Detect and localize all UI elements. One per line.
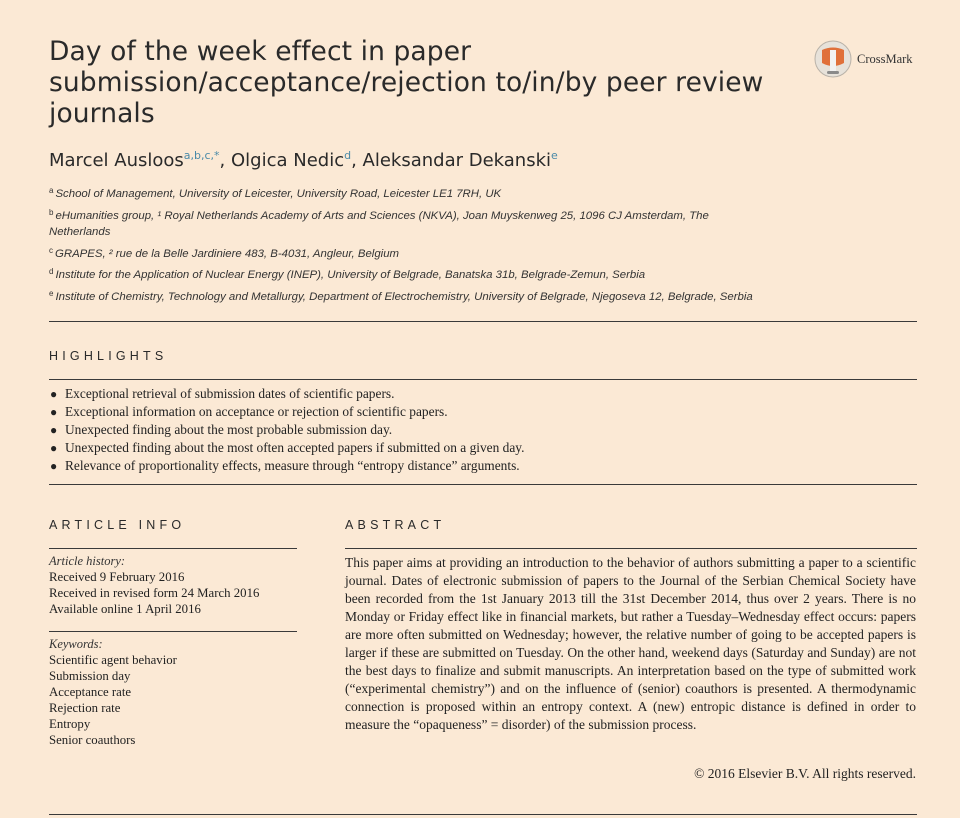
- keyword: Scientific agent behavior: [49, 653, 177, 667]
- keyword: Senior coauthors: [49, 733, 136, 747]
- highlight-item: ● Exceptional retrieval of submission dates of scientific papers.: [50, 386, 395, 401]
- affiliation-d: $^d$ Institute for the Application of Nuclear Energy (INEP), University of Belgrade, Banatska 31b, Belgrade-Zemun, Serbia: [49, 267, 646, 281]
- author-list: [49, 149, 558, 171]
- keyword: Acceptance rate: [49, 685, 132, 699]
- author-affil-sup[interactable]: e: [551, 149, 558, 162]
- affiliation-e: $^e$ Institute of Chemistry, Technology and Metallurgy, Department of Electrochemistry, University of Belgrade, Njegoseva 12, Belgrade, Serbia: [49, 288, 753, 303]
- copyright: © 2016 Elsevier B.V. All rights reserved.: [694, 766, 916, 781]
- crossmark-icon: [814, 39, 852, 79]
- affiliation-a: $^a$ School of Management, University of Leicester, University Road, Leicester LE1 7RH, UK: [49, 186, 502, 200]
- author-affil-sup[interactable]: d: [344, 149, 352, 162]
- article-title: Day of the week effect in paper submission/acceptance/rejection to/in/by peer review journals: [49, 36, 764, 129]
- keyword: Rejection rate: [49, 701, 121, 715]
- keywords: [49, 636, 177, 748]
- author-affil-sup[interactable]: a,b,c,*: [183, 149, 220, 162]
- online-date: Available online 1 April 2016: [49, 602, 201, 616]
- divider: [345, 548, 917, 549]
- highlight-item: ● Relevance of proportionality effects, measure through “entropy distance” arguments.: [50, 458, 520, 473]
- article-history: [49, 553, 259, 617]
- received-date: Received 9 February 2016: [49, 570, 185, 584]
- divider: [49, 321, 917, 322]
- highlights-list: [49, 385, 524, 475]
- abstract-text: This paper aims at providing an introduction to the behavior of authors submitting a paper to a scientific journal. Dates of electronic submission of papers to the Journal of the Serbian Chemical Society have been recorded from the 1st January 2013 till the 31st December 2014, thus over 2 years. There is no Monday or Friday effect like in financial markets, but rather a Tuesday–Wednesday effect occurs: papers are more often submitted on Wednesday; however, the relative number of going to be accepted papers is larger if these are submitted on Tuesday. On the other hand, weekend days (Saturday and Sunday) are not the best days to finalize and submit manuscripts. An interpretation based on the type of submitted work (“experimental chemistry”) and on the influence of (senior) coauthors is presented. A thermodynamic connection is proposed within an entropy context. A (new) entropic distance is defined in order to measure the “opaqueness” = disorder) of the submission process.: [345, 555, 916, 732]
- crossmark-badge[interactable]: [814, 39, 913, 79]
- divider: [49, 379, 917, 380]
- keywords-label: Keywords:: [49, 637, 103, 651]
- abstract-heading: ABSTRACT: [345, 518, 446, 532]
- article-info-heading: ARTICLE INFO: [49, 518, 186, 532]
- affiliation-c: $^c$ GRAPES, ² rue de la Belle Jardiniere 483, B-4031, Angleur, Belgium: [49, 245, 400, 260]
- author[interactable]: Olgica Nedic$^d$,: [230, 149, 363, 171]
- affiliations: [49, 183, 779, 307]
- keyword: Entropy: [49, 717, 91, 731]
- article-history-label: Article history:: [49, 554, 126, 568]
- divider: [49, 814, 917, 815]
- highlights-heading: HIGHLIGHTS: [49, 349, 168, 363]
- highlight-item: ● Unexpected finding about the most probable submission day.: [50, 422, 393, 437]
- divider: [49, 548, 297, 549]
- divider: [49, 631, 297, 632]
- affiliation-b: $^b$ eHumanities group, ¹ Royal Netherlands Academy of Arts and Sciences (NKVA), Joan Muyskenweg 25, 1096 CJ Amsterdam, The Netherlands: [49, 207, 709, 238]
- author[interactable]: Aleksandar Dekanski$^e$: [362, 149, 558, 171]
- author[interactable]: Marcel Ausloos$^{a,b,c,*}$,: [49, 149, 231, 171]
- highlight-item: ● Exceptional information on acceptance or rejection of scientific papers.: [50, 404, 448, 419]
- revised-date: Received in revised form 24 March 2016: [49, 586, 260, 600]
- crossmark-label: CrossMark: [857, 51, 913, 66]
- highlight-item: ● Unexpected finding about the most often accepted papers if submitted on a given day.: [50, 440, 525, 455]
- keyword: Submission day: [49, 669, 131, 683]
- divider: [49, 484, 917, 485]
